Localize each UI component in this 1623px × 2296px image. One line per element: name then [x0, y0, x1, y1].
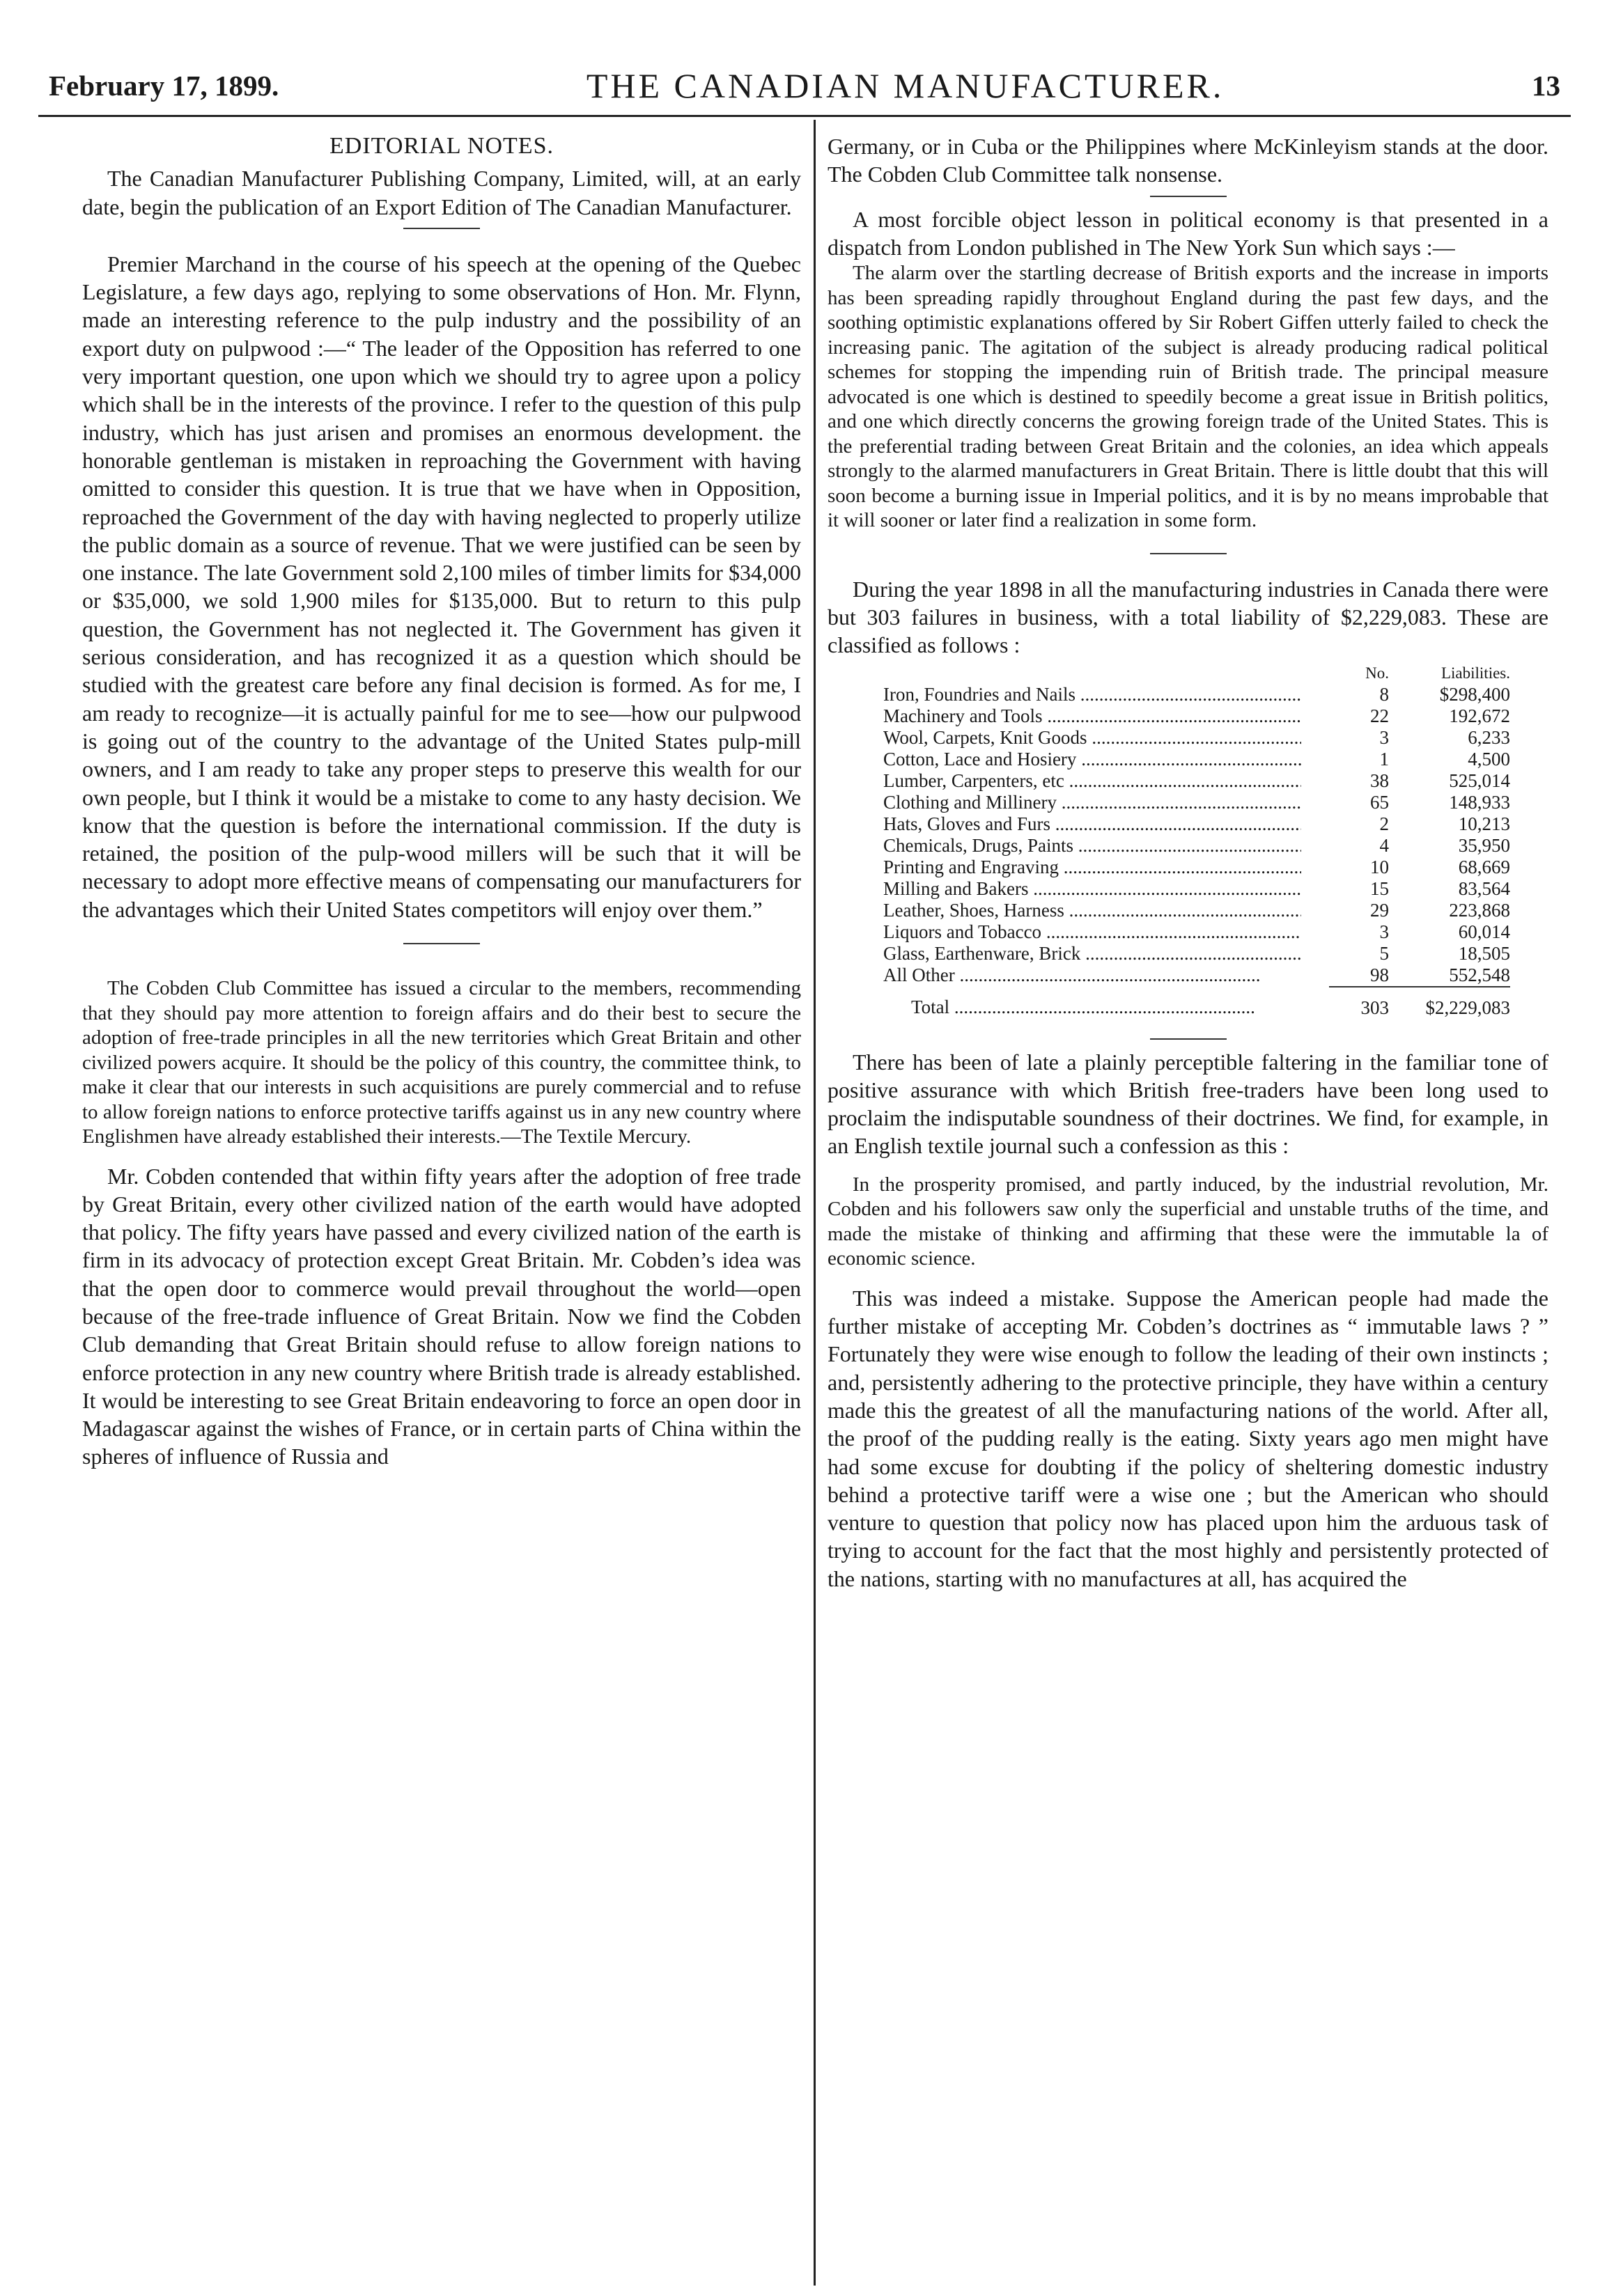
- left-column: [82, 132, 801, 1471]
- object-lesson-paragraph: A most forcible object lesson in political economy is that presented in a dispatch from London published in The New York Sun which says :—: [828, 206, 1548, 260]
- failure-count: 65: [1370, 791, 1390, 813]
- separator-rule: [403, 943, 480, 944]
- table-row: [883, 770, 1510, 792]
- liabilities-value: 83,564: [1458, 877, 1510, 899]
- failure-count: 22: [1370, 705, 1390, 726]
- liabilities-value: 68,669: [1458, 856, 1510, 877]
- failure-count: 15: [1370, 877, 1390, 899]
- right-column: [828, 132, 1548, 1593]
- continued-paragraph: Germany, or in Cuba or the Philippines where McKinleyism stands at the door. The Cobden Club Committee talk nonsense.: [828, 134, 1548, 187]
- failure-count: 3: [1379, 726, 1390, 748]
- liabilities-value: 552,548: [1449, 964, 1510, 985]
- column-divider: [814, 120, 816, 2286]
- failure-count: 4: [1379, 834, 1390, 856]
- total-label: Total: [911, 997, 950, 1018]
- failure-count: 38: [1370, 770, 1390, 791]
- table-row: [883, 900, 1510, 921]
- failure-count: 8: [1379, 683, 1390, 705]
- total-count: 303: [1329, 987, 1389, 1019]
- category-label: Wool, Carpets, Knit Goods: [883, 726, 1087, 748]
- issue-date: February 17, 1899.: [49, 70, 279, 102]
- category-label: All Other: [883, 965, 955, 986]
- failures-paragraph: During the year 1898 in all the manufacturing industries in Canada there were but 303 failures in business, with a total liability of $2,229,083. These are classified as follows :: [828, 576, 1548, 658]
- liabilities-value: 35,950: [1458, 834, 1510, 856]
- liabilities-value: 18,505: [1458, 942, 1510, 964]
- table-row: [883, 835, 1510, 857]
- liabilities-value: 60,014: [1458, 921, 1510, 942]
- separator-rule: [1150, 196, 1227, 197]
- failure-count: 98: [1370, 964, 1390, 985]
- category-label: Chemicals, Drugs, Paints: [883, 834, 1073, 856]
- liabilities-value: 4,500: [1468, 748, 1510, 770]
- header-rule: [38, 115, 1571, 117]
- category-label: Clothing and Millinery: [883, 791, 1057, 813]
- textile-journal-quote: In the prosperity promised, and partly induced, by the industrial revolution, Mr. Cobden and his followers saw only the superficial and unstable truths of the time, and made the mistake of thinking and affirming that these were the immutable la of economic science.: [828, 1173, 1548, 1270]
- table-row: [883, 749, 1510, 770]
- category-label: Cotton, Lace and Hosiery: [883, 748, 1077, 770]
- table-row: [883, 792, 1510, 813]
- column-header-liabilities: Liabilities.: [1440, 664, 1510, 682]
- category-label: Hats, Gloves and Furs: [883, 813, 1050, 834]
- liabilities-value: 192,672: [1449, 705, 1510, 726]
- liabilities-value: 148,933: [1449, 791, 1510, 813]
- marchand-speech-paragraph: Premier Marchand in the course of his speech at the opening of the Quebec Legislature, a few days ago, replying to some observations of Hon. Mr. Flynn, made an interesting reference to the pulp industry and the possibility of an export duty on pulpwood :—“ The leader of the Opposition has referred to one very important question, one upon which we should try to agree upon a policy which shall be in the interests of the province. I refer to the question of this pulp industry, which has just arisen and promises an enormous development. the honorable gentleman is mistaken in reproaching the Government with having omitted to consider this question. It is true that we have when in Opposition, reproached the Government of the day with having neglected to properly utilize the public domain as a source of revenue. That we were justified can be seen by one instance. The late Government sold 2,100 miles of timber limits for $34,000 or $35,000, we sold 1,900 miles for $135,000. But to return to this pulp question, the Government has not neglected it. The Government has given it serious consideration, and has recognized it as a question which should be studied with the greatest care before any final decision is formed. As for me, I am ready to recognize—it is actually painful for me to see—how our pulpwood is going out of the country to the advantage of the United States pulp-mill owners, and I am ready to take any proper steps to preserve this wealth for our own people, but I think it would be a mistake to come to any hasty decision. We know that the question is before the international commission. If the duty is retained, the position of the pulp-wood millers will be such that it will be necessary to adopt more effective means of compensating our manufacturers for the advantages which their United States competitors will enjoy over them.”: [82, 251, 801, 922]
- page-number: 13: [1531, 70, 1560, 102]
- liabilities-value: $298,400: [1439, 683, 1510, 705]
- total-liabilities: $2,229,083: [1389, 987, 1510, 1019]
- table-row: [883, 921, 1510, 943]
- separator-rule: [1150, 1038, 1227, 1040]
- column-header-no: No.: [1365, 664, 1390, 682]
- separator-rule: [1150, 553, 1227, 554]
- notice-paragraph: The Canadian Manufacturer Publishing Company, Limited, will, at an early date, begin the publication of an Export Edition of The Canadian Manufacturer.: [82, 166, 801, 219]
- failure-count: 10: [1370, 856, 1390, 877]
- table-total-row: [883, 987, 1510, 1019]
- cobden-club-quote-paragraph: The Cobden Club Committee has issued a circular to the members, recommending that they should pay more attention to foreign affairs and do their best to secure the adoption of free-trade principles in all the new territories which Great Britain and other civilized powers acquire. It should be the policy of this country, the committee think, to make it clear that our interests in such acquisitions are purely commercial and to refuse to allow foreign nations to enforce protective tariffs against us in any new country where Englishmen have already established their interests.—The Textile Mercury.: [82, 977, 801, 1148]
- liabilities-value: 223,868: [1449, 899, 1510, 921]
- table-header-row: [883, 662, 1510, 684]
- failure-count: 3: [1379, 921, 1390, 942]
- table-row: [883, 684, 1510, 705]
- table-row: [883, 857, 1510, 878]
- category-label: Printing and Engraving: [883, 856, 1059, 877]
- failure-count: 5: [1379, 942, 1390, 964]
- page-header: [49, 61, 1560, 110]
- category-label: Glass, Earthenware, Brick: [883, 942, 1081, 964]
- failure-count: 2: [1379, 813, 1390, 834]
- failure-count: 29: [1370, 899, 1390, 921]
- liabilities-value: 525,014: [1449, 770, 1510, 791]
- separator-rule: [403, 228, 480, 229]
- section-heading: EDITORIAL NOTES.: [329, 133, 554, 159]
- category-label: Liquors and Tobacco: [883, 921, 1042, 942]
- table-row: [883, 943, 1510, 965]
- table-row: [883, 727, 1510, 749]
- mistake-paragraph: This was indeed a mistake. Suppose the American people had made the further mistake of accepting Mr. Cobden’s doctrines as “ immutable laws ? ” Fortunately they were wise enough to follow the leading of their own instincts ; and, persistently adhering to the protective principle, they have within a century made this the greatest of all the manufacturing nations of the world. After all, the proof of the pudding really is the eating. Sixty years ago men might have had some excuse for doubting if the policy of sheltering domestic industry behind a protective tariff were a wise one ; but the American who should venture to question that policy now has placed upon him the arduous task of trying to account for the fact that the most highly and persistently protected of the nations, starting with no manufactures at all, has acquired the: [828, 1285, 1548, 1591]
- category-label: Leather, Shoes, Harness: [883, 899, 1064, 921]
- table-row: [883, 705, 1510, 727]
- faltering-paragraph: There has been of late a plainly perceptible faltering in the familiar tone of positive assurance with which British free-traders have been long used to proclaim the indisputable soundness of their doctrines. We find, for example, in an English textile journal such a confession as this :: [828, 1049, 1548, 1159]
- liabilities-value: 10,213: [1458, 813, 1510, 834]
- new-york-sun-quote: The alarm over the startling decrease of British exports and the increase in imports has been spreading rapidly throughout England during the past few days, and the soothing optimistic explanations offered by Sir Robert Giffen utterly failed to check the increasing panic. The agitation of the subject is already producing radical political schemes for stopping the impending ruin of British trade. The principal measure advocated is one which is destined to speedily become a great issue in British politics, and one which directly concerns the growing foreign trade of the United States. This is the preferential trading between Great Britain and the colonies, an idea which appeals strongly to the alarmed manufacturers in Great Britain. There is little doubt that this will soon become a burning issue in Imperial politics, and it is by no means improbable that it will sooner or later find a realization in some form.: [828, 262, 1548, 532]
- failures-table: [883, 662, 1510, 1019]
- failure-count: 1: [1379, 748, 1390, 770]
- table-row: [883, 965, 1510, 987]
- cobden-commentary-paragraph: Mr. Cobden contended that within fifty years after the adoption of free trade by Great Britain, every other civilized nation of the earth would have adopted that policy. The fifty years have passed and every civilized nation of the earth is firm in its advocacy of protection except Great Britain. Mr. Cobden’s idea was that the open door to commerce would prevail throughout the world—open because of the free-trade influence of Great Britain. Now we find the Cobden Club demanding that Great Britain should refuse to allow foreign nations to enforce protection in any new country where British trade is already established. It would be interesting to see Great Britain endeavoring to force an open door in Madagascar against the wishes of France, or in certain parts of China within the spheres of influence of Russia and: [82, 1163, 801, 1469]
- category-label: Milling and Bakers: [883, 877, 1029, 899]
- category-label: Lumber, Carpenters, etc: [883, 770, 1064, 791]
- publication-title: THE CANADIAN MANUFACTURER.: [586, 66, 1225, 105]
- category-label: Iron, Foundries and Nails: [883, 683, 1075, 705]
- table-row: [883, 813, 1510, 835]
- category-label: Machinery and Tools: [883, 705, 1043, 726]
- liabilities-value: 6,233: [1468, 726, 1510, 748]
- table-row: [883, 878, 1510, 900]
